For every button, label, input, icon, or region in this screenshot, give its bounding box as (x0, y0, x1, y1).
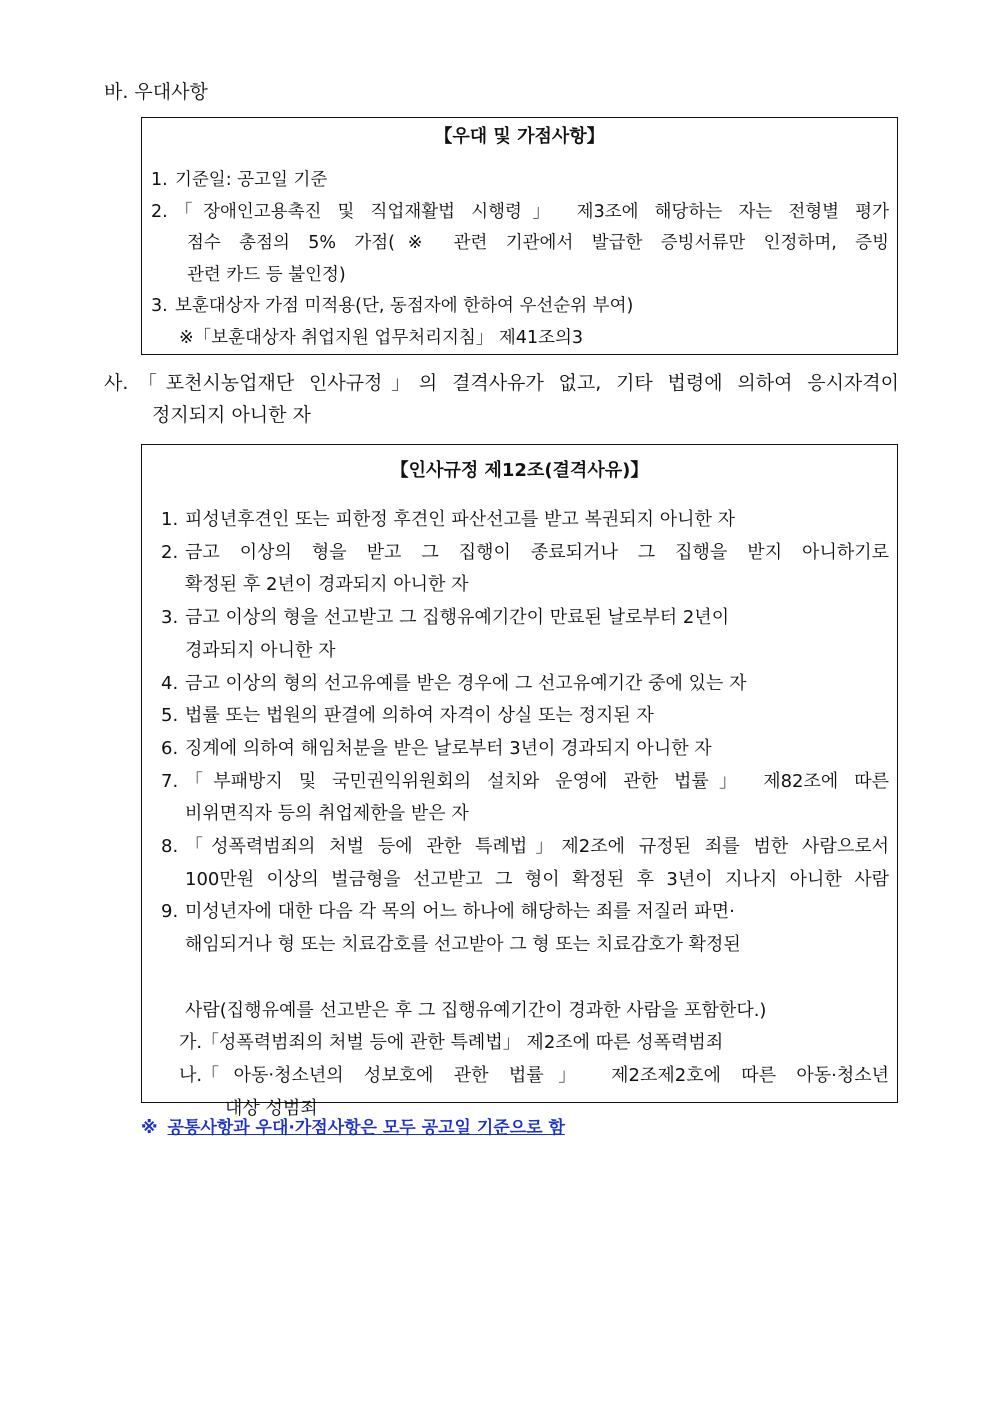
item-number: 7. (161, 770, 179, 792)
list-item (161, 668, 889, 701)
list-item (151, 165, 889, 197)
item-text: 미성년자에 대한 다음 각 목의 어느 하나에 해당하는 죄를 저질러 파면· (185, 901, 735, 923)
sub-item-text-cont: 대상 성범죄 (225, 1097, 318, 1119)
list-item (161, 896, 889, 1027)
section-heading-sa (104, 367, 899, 431)
item-text: 보훈대상자 가점 미적용(단, 동점자에 한하여 우선순위 부여) (175, 296, 634, 316)
list-item (161, 831, 889, 896)
list-item (161, 537, 889, 602)
item-text: 금고 이상의 형을 받고 그 집행이 종료되거나 그 집행을 받지 아니하기로 (185, 541, 889, 563)
item-text: 피성년후견인 또는 피한정 후견인 파산선고를 받고 복권되지 아니한 자 (185, 509, 736, 530)
item-text: 「성폭력범죄의 처벌 등에 관한 특례법」제2조에 규정된 죄를 범한 사람으로서 (185, 836, 889, 858)
item-number: 2. (161, 541, 179, 563)
item-text-cont: 사람(집행유예를 선고받은 후 그 집행유예기간이 경과한 사람을 포함한다.) (185, 999, 767, 1021)
item-number: 6. (161, 737, 179, 759)
item-text: 법률 또는 법원의 판결에 의하여 자격이 상실 또는 정지된 자 (185, 705, 654, 727)
sub-item-text: 「성폭력범죄의 처벌 등에 관한 특례법」 제2조에 따른 성폭력범죄 (201, 1032, 724, 1054)
item-number: 2. (151, 201, 168, 222)
item-text: 징계에 의하여 해임처분을 받은 날로부터 3년이 경과되지 아니한 자 (185, 737, 712, 759)
sub-list (161, 1027, 889, 1125)
item-text-cont: 경과되지 아니한 자 (185, 639, 336, 661)
item-number: 3. (161, 607, 179, 629)
list-item (161, 700, 889, 733)
item-text-cont: 확정된 후 2년이 경과되지 아니한 자 (185, 574, 469, 596)
section-text-line1: 「포천시농업재단 인사규정」의 결격사유가 없고, 기타 법령에 의하여 응시자격이 (138, 372, 899, 394)
item-text-cont: 비위면직자 등의 취업제한을 받은 자 (185, 803, 469, 825)
item-number: 8. (161, 836, 179, 858)
preference-box-title: 【우대 및 가점사항】 (434, 126, 605, 147)
reference-mark: ※ (141, 1118, 158, 1138)
list-item (161, 504, 889, 537)
preference-box (141, 117, 898, 355)
item-number: 1. (151, 170, 168, 190)
sub-item-number: 가. (179, 1032, 203, 1054)
item-number: 9. (161, 901, 179, 923)
item-text-cont: 관련 카드 등 불인정) (187, 264, 346, 285)
item-number: 1. (161, 509, 179, 530)
item-text-cont: 100만원 이상의 벌금형을 선고받고 그 형이 확정된 후 3년이 지나지 아니한 사람 (185, 868, 889, 890)
footnote (141, 1114, 565, 1142)
disqualification-box-title: 【인사규정 제12조(결격사유)】 (390, 460, 649, 481)
item-text-cont: 점수 총점의 5% 가점(※ 관련 기관에서 발급한 증빙서류만 인정하며, 증빙 (187, 233, 889, 253)
section-heading-ba: 바. 우대사항 (104, 81, 208, 103)
item-number: 3. (151, 296, 168, 316)
disqualification-box (141, 444, 898, 1119)
list-item (151, 291, 889, 323)
section-number: 사. (104, 372, 129, 394)
item-number: 4. (161, 672, 179, 694)
item-text: 금고 이상의 형의 선고유예를 받은 경우에 그 선고유예기간 중에 있는 자 (185, 672, 747, 694)
section-text-line2: 정지되지 아니한 자 (152, 404, 311, 426)
list-item (151, 197, 889, 292)
preference-list (142, 165, 897, 354)
list-item (161, 733, 889, 766)
note-item (151, 323, 889, 355)
sub-item-number: 나. (179, 1064, 203, 1086)
disqualification-list (142, 504, 897, 1125)
item-number: 5. (161, 705, 179, 727)
list-item (161, 766, 889, 831)
footnote-text: 공통사항과 우대·가점사항은 모두 공고일 기준으로 함 (167, 1118, 565, 1138)
reference-note: ※「보훈대상자 취업지원 업무처리지침」 제41조의3 (179, 327, 584, 348)
item-text-cont: 해임되거나 형 또는 치료감호를 선고받아 그 형 또는 치료감호가 확정된 (185, 934, 741, 956)
sub-item (161, 1027, 889, 1060)
item-text: 기준일: 공고일 기준 (175, 170, 328, 190)
sub-item-text: 「아동‧청소년의 성보호에 관한 법률」 제2조제2호에 따른 아동·청소년 (201, 1064, 889, 1086)
item-text: 「부패방지 및 국민권익위원회의 설치와 운영에 관한 법률」 제82조에 따른 (185, 770, 889, 792)
item-text: 「장애인고용촉진 및 직업재활법 시행령」 제3조에 해당하는 자는 전형별 평가 (175, 201, 889, 222)
list-item (161, 602, 889, 667)
item-text: 금고 이상의 형을 선고받고 그 집행유예기간이 만료된 날로부터 2년이 (185, 607, 730, 629)
